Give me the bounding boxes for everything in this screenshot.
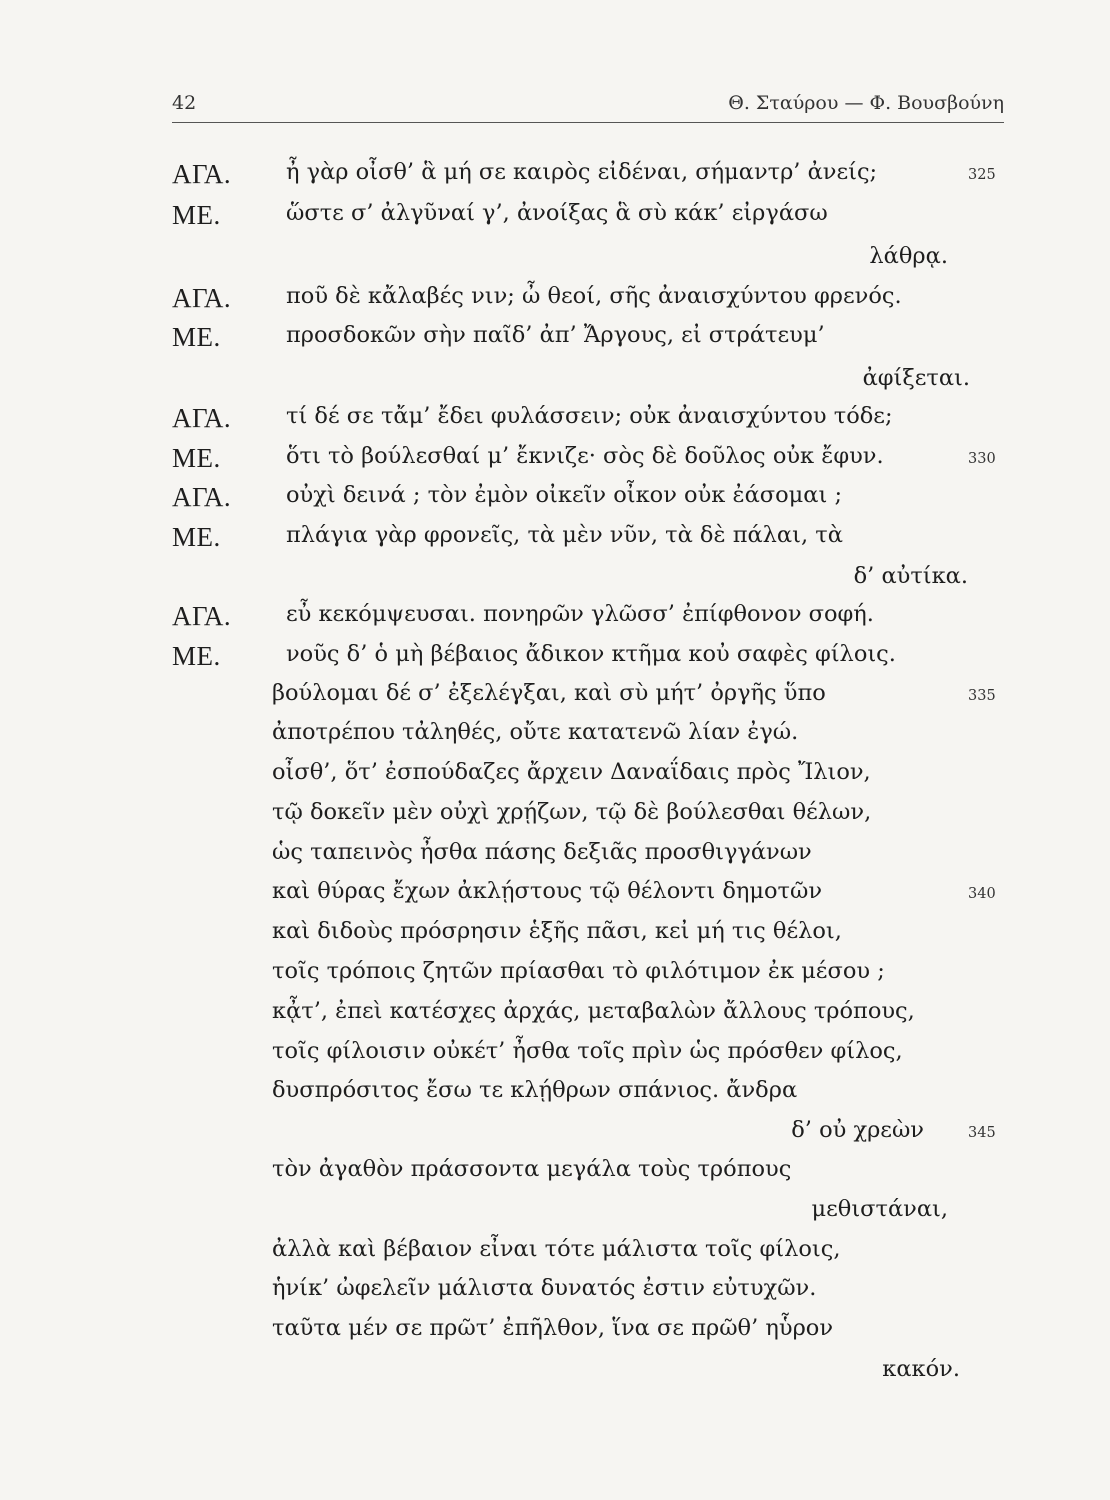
verse-line <box>0 403 1110 447</box>
verse-text: τοῖς φίλοισιν οὐκέτ’ ἦσθα τοῖς πρὶν ὡς πρόσθεν φίλος, <box>272 1038 903 1064</box>
verse-line <box>0 1315 1110 1359</box>
speaker-label: ΑΓΑ. <box>172 601 232 631</box>
running-head: Θ. Σταύρου — Φ. Βουσβούνη <box>728 92 1004 114</box>
verse-continuation <box>0 243 1110 287</box>
verse-text: προσδοκῶν σὴν παῖδ’ ἀπ’ Ἄργους, εἰ στράτευμ’ <box>286 322 825 348</box>
speaker-label: ΜΕ. <box>172 322 221 352</box>
speaker-label: ΜΕ. <box>172 641 221 671</box>
speaker-label: ΜΕ. <box>172 443 221 473</box>
verse-text: ὡς ταπεινὸς ἦσθα πάσης δεξιᾶς προσθιγγάνων <box>272 839 812 865</box>
verse-line <box>0 159 1110 203</box>
verse-line <box>0 759 1110 803</box>
speaker-label: ΑΓΑ. <box>172 159 232 189</box>
verse-line <box>0 1038 1110 1082</box>
verse-text: εὖ κεκόμψευσαι. πονηρῶν γλῶσσ’ ἐπίφθονον σοφή. <box>286 601 874 627</box>
verse-text: οἶσθ’, ὅτ’ ἐσπούδαζες ἄρχειν Δαναΐδαις πρὸς Ἴλιον, <box>272 759 871 785</box>
speaker-label: ΜΕ. <box>172 522 221 552</box>
speaker-label: ΑΓΑ. <box>172 403 232 433</box>
line-number: 330 <box>968 451 996 467</box>
verse-text: τὸν ἀγαθὸν πράσσοντα μεγάλα τοὺς τρόπους <box>272 1156 792 1182</box>
verse-line <box>0 719 1110 763</box>
verse-text: νοῦς δ’ ὁ μὴ βέβαιος ἄδικον κτῆμα κοὐ σαφὲς φίλοις. <box>286 641 896 667</box>
verse-line <box>0 641 1110 685</box>
verse-line <box>0 958 1110 1002</box>
verse-text: τῷ δοκεῖν μὲν οὐχὶ χρῄζων, τῷ δὲ βούλεσθαι θέλων, <box>272 799 872 825</box>
verse-line <box>0 1275 1110 1319</box>
speaker-label: ΜΕ. <box>172 200 221 230</box>
verse-line <box>0 878 1110 922</box>
verse-line <box>0 482 1110 526</box>
line-number: 340 <box>968 886 996 902</box>
verse-continuation <box>0 1356 1110 1400</box>
verse-line <box>0 1236 1110 1280</box>
line-number: 325 <box>968 167 996 183</box>
continuation-text: λάθρᾳ. <box>869 243 948 269</box>
verse-text: κᾆτ’, ἐπεὶ κατέσχες ἀρχάς, μεταβαλὼν ἄλλους τρόπους, <box>272 998 915 1024</box>
verse-continuation <box>0 1117 1110 1161</box>
verse-line <box>0 680 1110 724</box>
continuation-text: κακόν. <box>882 1356 960 1382</box>
verse-line <box>0 601 1110 645</box>
continuation-text: δ’ αὐτίκα. <box>853 563 968 589</box>
verse-text: καὶ διδοὺς πρόσρησιν ἑξῆς πᾶσι, κεἰ μή τις θέλοι, <box>272 918 842 944</box>
verse-line <box>0 998 1110 1042</box>
verse-text: πλάγια γὰρ φρονεῖς, τὰ μὲν νῦν, τὰ δὲ πάλαι, τὰ <box>286 522 843 548</box>
verse-text: ἀλλὰ καὶ βέβαιον εἶναι τότε μάλιστα τοῖς φίλοις, <box>272 1236 841 1262</box>
verse-text: ἡνίκ’ ὠφελεῖν μάλιστα δυνατός ἐστιν εὐτυχῶν. <box>272 1275 817 1301</box>
verse-text: ἦ γὰρ οἶσθ’ ἃ μή σε καιρὸς εἰδέναι, σήμαντρ’ ἀνείς; <box>286 159 878 185</box>
verse-text: ὅτι τὸ βούλεσθαί μ’ ἔκνιζε· σὸς δὲ δοῦλος οὐκ ἔφυν. <box>286 443 884 469</box>
continuation-text: δ’ οὐ χρεὼν <box>791 1117 924 1143</box>
verse-line <box>0 443 1110 487</box>
verse-text: βούλομαι δέ σ’ ἐξελέγξαι, καὶ σὺ μήτ’ ὀργῆς ὕπο <box>272 680 826 706</box>
verse-line <box>0 200 1110 244</box>
continuation-text: ἀφίξεται. <box>862 365 970 391</box>
verse-text: δυσπρόσιτος ἔσω τε κλῄθρων σπάνιος. ἄνδρα <box>272 1077 798 1103</box>
verse-line <box>0 283 1110 327</box>
verse-text: τί δέ σε τἄμ’ ἔδει φυλάσσειν; οὐκ ἀναισχύντου τόδε; <box>286 403 893 429</box>
verse-text: ταῦτα μέν σε πρῶτ’ ἐπῆλθον, ἵνα σε πρῶθ’ ηὗρον <box>272 1315 834 1341</box>
verse-line <box>0 839 1110 883</box>
verse-line <box>0 322 1110 366</box>
page-number: 42 <box>172 92 197 114</box>
speaker-label: ΑΓΑ. <box>172 482 232 512</box>
verse-line <box>0 799 1110 843</box>
verse-text: τοῖς τρόποις ζητῶν πρίασθαι τὸ φιλότιμον ἐκ μέσου ; <box>272 958 885 984</box>
verse-line <box>0 918 1110 962</box>
verse-text: ποῦ δὲ κἄλαβές νιν; ὦ θεοί, σῆς ἀναισχύντου φρενός. <box>286 283 902 309</box>
continuation-text: μεθιστάναι, <box>811 1196 948 1222</box>
line-number: 335 <box>968 688 996 704</box>
page-header <box>172 86 1004 123</box>
verse-text: ὥστε σ’ ἀλγῦναί γ’, ἀνοίξας ἃ σὺ κάκ’ εἰργάσω <box>286 200 828 226</box>
verse-text: καὶ θύρας ἔχων ἀκλῄστους τῷ θέλοντι δημοτῶν <box>272 878 823 904</box>
line-number: 345 <box>968 1125 996 1141</box>
verse-continuation <box>0 1196 1110 1240</box>
verse-line <box>0 1077 1110 1121</box>
verse-text: ἀποτρέπου τἀληθές, οὔτε κατατενῶ λίαν ἐγώ. <box>272 719 799 745</box>
verse-line <box>0 1156 1110 1200</box>
speaker-label: ΑΓΑ. <box>172 283 232 313</box>
verse-line <box>0 522 1110 566</box>
verse-text: οὐχὶ δεινά ; τὸν ἐμὸν οἰκεῖν οἶκον οὐκ ἐάσομαι ; <box>286 482 843 508</box>
